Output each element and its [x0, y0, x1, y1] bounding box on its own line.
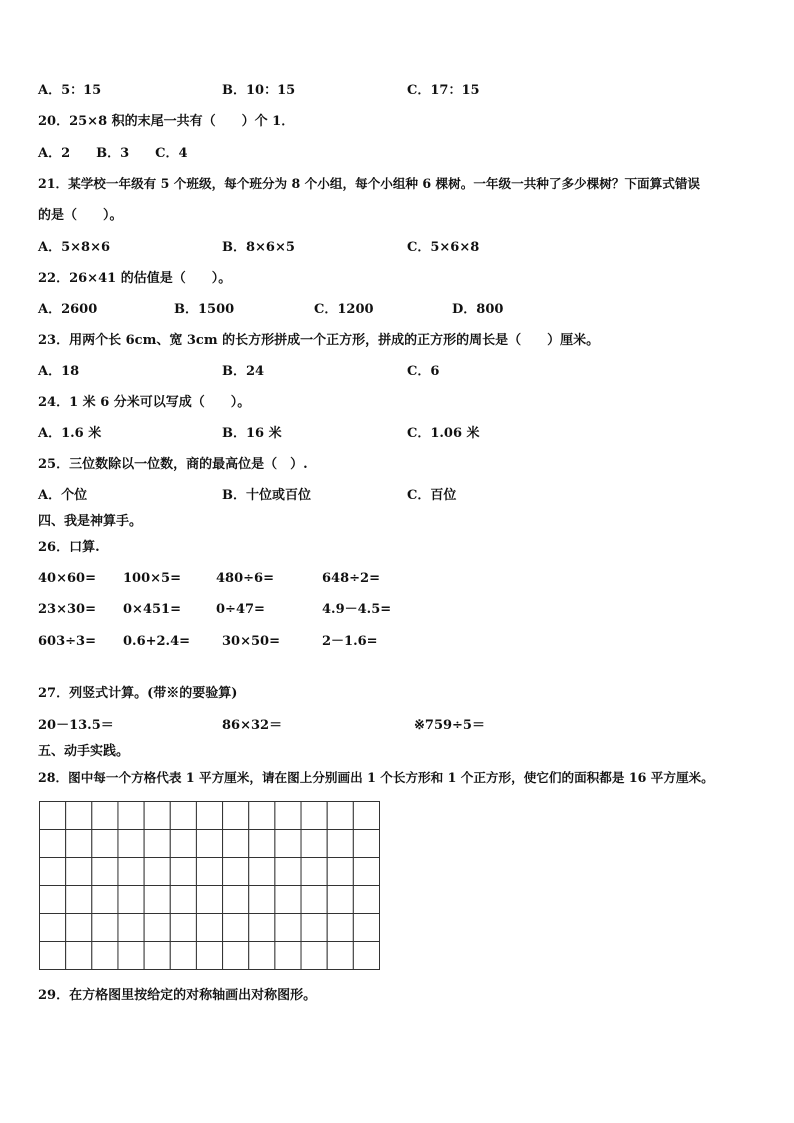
q28-stem: 28．图中每一个方格代表 1 平方厘米，请在图上分别画出 1 个长方形和 1 个正方形，使它们的面积都是 16 平方厘米。	[38, 770, 714, 785]
q25-option-a: A．个位	[38, 488, 88, 503]
q22-option-d: D．800	[452, 302, 504, 317]
grid-cell[interactable]	[66, 858, 92, 886]
grid-cell[interactable]	[223, 942, 249, 970]
q26-item: 648÷2=	[322, 571, 380, 586]
grid-cell[interactable]	[196, 886, 222, 914]
q25-option-b: B．十位或百位	[222, 488, 311, 503]
q29-stem: 29．在方格图里按给定的对称轴画出对称图形。	[38, 988, 317, 1003]
grid-cell[interactable]	[170, 914, 196, 942]
grid-cell[interactable]	[170, 942, 196, 970]
grid-cell[interactable]	[92, 858, 118, 886]
grid-cell[interactable]	[249, 942, 275, 970]
grid-cell[interactable]	[353, 830, 379, 858]
q22-option-c: C．1200	[314, 302, 374, 317]
grid-cell[interactable]	[170, 886, 196, 914]
grid-cell[interactable]	[223, 886, 249, 914]
q26-item: 4.9－4.5=	[322, 602, 392, 617]
q25-stem: 25．三位数除以一位数，商的最高位是（ ）.	[38, 457, 308, 472]
grid-cell[interactable]	[196, 942, 222, 970]
q26-item: 40×60=	[38, 571, 96, 586]
grid-cell[interactable]	[275, 914, 301, 942]
q21-option-c: C．5×6×8	[407, 240, 480, 255]
grid-cell[interactable]	[223, 914, 249, 942]
q26-item: 30×50=	[222, 634, 280, 649]
q24-option-b: B．16 米	[222, 426, 282, 441]
q24-option-a: A．1.6 米	[38, 426, 102, 441]
q27-stem: 27．列竖式计算。(带※的要验算)	[38, 686, 238, 701]
grid-cell[interactable]	[249, 830, 275, 858]
grid-cell[interactable]	[275, 886, 301, 914]
grid-cell[interactable]	[353, 914, 379, 942]
grid-cell[interactable]	[92, 914, 118, 942]
q23-option-c: C．6	[407, 364, 440, 379]
grid-cell[interactable]	[40, 802, 66, 830]
grid-cell[interactable]	[92, 942, 118, 970]
q22-stem: 22．26×41 的估值是（ ）。	[38, 271, 232, 286]
grid-cell[interactable]	[170, 802, 196, 830]
grid-cell[interactable]	[170, 830, 196, 858]
grid-cell[interactable]	[40, 830, 66, 858]
grid-cell[interactable]	[170, 858, 196, 886]
section-4-heading: 四、我是神算手。	[38, 514, 143, 529]
grid-cell[interactable]	[249, 858, 275, 886]
grid-cell[interactable]	[327, 914, 353, 942]
grid-cell[interactable]	[249, 886, 275, 914]
grid-cell[interactable]	[301, 802, 327, 830]
grid-cell[interactable]	[301, 914, 327, 942]
grid-cell[interactable]	[66, 802, 92, 830]
grid-cell[interactable]	[118, 830, 144, 858]
square-grid[interactable]	[39, 801, 379, 969]
q26-item: 23×30=	[38, 602, 96, 617]
q24-option-c: C．1.06 米	[407, 426, 480, 441]
section-5-heading: 五、动手实践。	[38, 744, 130, 759]
q26-item: 480÷6=	[216, 571, 274, 586]
grid-cell[interactable]	[66, 830, 92, 858]
grid-cell[interactable]	[66, 942, 92, 970]
q27-item: ※759÷5＝	[414, 718, 485, 733]
q26-item: 0.6+2.4=	[123, 634, 191, 649]
grid-cell[interactable]	[92, 886, 118, 914]
q19-option-b: B．10：15	[222, 83, 296, 98]
grid-cell[interactable]	[223, 802, 249, 830]
grid-cell[interactable]	[196, 830, 222, 858]
grid-cell[interactable]	[144, 942, 170, 970]
q27-item: 86×32＝	[222, 718, 283, 733]
grid-cell[interactable]	[118, 858, 144, 886]
grid-cell[interactable]	[353, 802, 379, 830]
grid-cell[interactable]	[196, 858, 222, 886]
grid-cell[interactable]	[92, 802, 118, 830]
grid-cell[interactable]	[249, 802, 275, 830]
q21-option-a: A．5×8×6	[38, 240, 111, 255]
grid-cell[interactable]	[275, 858, 301, 886]
q21-stem-line-2: 的是（ ）。	[38, 208, 123, 223]
grid-cell[interactable]	[353, 942, 379, 970]
grid-cell[interactable]	[144, 802, 170, 830]
square-grid-svg[interactable]	[39, 801, 380, 970]
grid-cell[interactable]	[275, 802, 301, 830]
q23-option-b: B．24	[222, 364, 265, 379]
grid-cell[interactable]	[118, 914, 144, 942]
grid-cell[interactable]	[144, 914, 170, 942]
q20-stem: 20．25×8 积的末尾一共有（ ）个 1．	[38, 114, 295, 129]
grid-cell[interactable]	[144, 886, 170, 914]
grid-cell[interactable]	[118, 942, 144, 970]
grid-cell[interactable]	[301, 886, 327, 914]
grid-cell[interactable]	[327, 942, 353, 970]
q21-option-b: B．8×6×5	[222, 240, 295, 255]
grid-cell[interactable]	[353, 886, 379, 914]
q19-option-a: A．5：15	[38, 83, 102, 98]
q26-item: 0×451=	[123, 602, 181, 617]
q23-stem: 23．用两个长 6cm、宽 3cm 的长方形拼成一个正方形，拼成的正方形的周长是（ ）厘米。	[38, 333, 600, 348]
grid-cell[interactable]	[92, 830, 118, 858]
grid-cell[interactable]	[301, 942, 327, 970]
grid-cell[interactable]	[196, 802, 222, 830]
q26-item: 2－1.6=	[322, 634, 378, 649]
grid-cell[interactable]	[40, 942, 66, 970]
q24-stem: 24．1 米 6 分米可以写成（ ）。	[38, 395, 251, 410]
grid-cell[interactable]	[40, 886, 66, 914]
grid-cell[interactable]	[66, 914, 92, 942]
grid-cell[interactable]	[66, 886, 92, 914]
grid-cell[interactable]	[40, 858, 66, 886]
q22-option-a: A．2600	[38, 302, 98, 317]
grid-cell[interactable]	[327, 830, 353, 858]
q26-stem: 26．口算.	[38, 540, 100, 555]
grid-cell[interactable]	[301, 858, 327, 886]
grid-cell[interactable]	[327, 802, 353, 830]
q26-item: 603÷3=	[38, 634, 96, 649]
q21-stem-line-1: 21．某学校一年级有 5 个班级，每个班分为 8 个小组，每个小组种 6 棵树。一年级一共种了多少棵树？下面算式错误	[38, 176, 701, 191]
q22-option-b: B．1500	[174, 302, 235, 317]
grid-cell[interactable]	[301, 830, 327, 858]
grid-cell[interactable]	[223, 858, 249, 886]
q27-item: 20－13.5＝	[38, 718, 114, 733]
grid-cell[interactable]	[353, 858, 379, 886]
q23-option-a: A．18	[38, 364, 80, 379]
q25-option-c: C．百位	[407, 488, 457, 503]
grid-cell[interactable]	[196, 914, 222, 942]
grid-cell[interactable]	[327, 858, 353, 886]
grid-cell[interactable]	[275, 942, 301, 970]
q26-item: 100×5=	[123, 571, 181, 586]
grid-cell[interactable]	[144, 858, 170, 886]
grid-cell[interactable]	[144, 830, 170, 858]
grid-cell[interactable]	[118, 886, 144, 914]
q19-option-c: C．17：15	[407, 83, 480, 98]
grid-cell[interactable]	[249, 914, 275, 942]
grid-cell[interactable]	[223, 830, 249, 858]
q26-item: 0÷47=	[216, 602, 265, 617]
grid-cell[interactable]	[40, 914, 66, 942]
grid-cell[interactable]	[275, 830, 301, 858]
grid-cell[interactable]	[118, 802, 144, 830]
q20-options: A．2 B．3 C．4	[38, 146, 188, 161]
grid-cell[interactable]	[327, 886, 353, 914]
